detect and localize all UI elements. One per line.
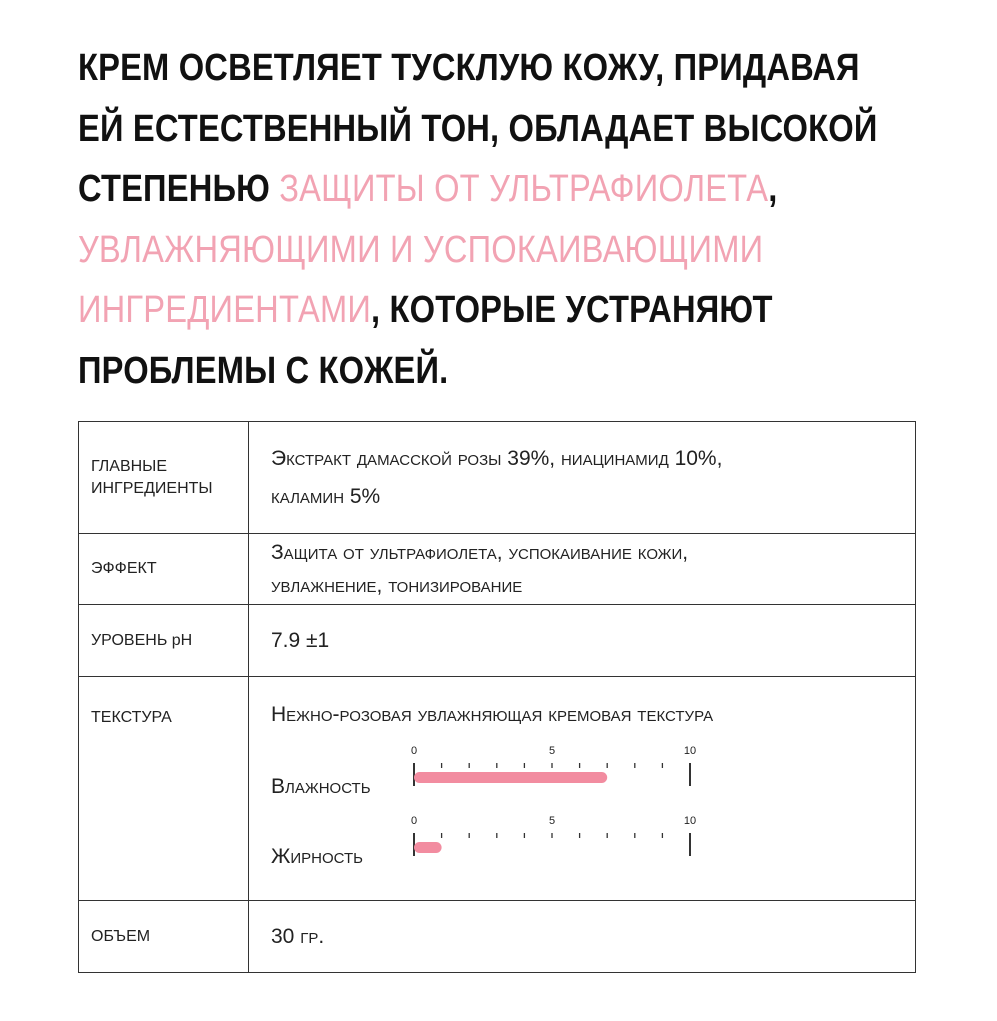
- headline-line-3: [78, 159, 835, 220]
- moisture-bar: [414, 772, 607, 783]
- table-row-volume: [79, 901, 916, 973]
- headline-line-2: ЕЙ ЕСТЕСТВЕННЫЙ ТОН, ОБЛАДАЕТ ВЫСОКОЙ: [78, 107, 878, 150]
- texture-description: Нежно-розовая увлажняющая кремовая текстура: [271, 703, 714, 726]
- oiliness-tick-label-mid: 5: [548, 815, 556, 827]
- table-row-ingredients: [79, 422, 916, 534]
- moisture-scale-graphic: [411, 741, 711, 803]
- texture-value: [249, 677, 916, 901]
- ph-value: 7.9 ±1: [249, 605, 916, 677]
- volume-value: 30 гр.: [249, 901, 916, 973]
- headline-highlight-uv: ЗАЩИТЫ ОТ УЛЬТРАФИОЛЕТА: [279, 168, 769, 210]
- ph-key: УРОВЕНЬ pH: [79, 605, 249, 677]
- ingredients-key: [79, 422, 249, 534]
- headline-comma: ,: [768, 168, 778, 210]
- effect-value: [249, 534, 916, 605]
- ingredients-key-line-2: ИНГРЕДИЕНТЫ: [91, 479, 213, 497]
- oiliness-scale-graphic: [411, 811, 711, 873]
- ingredients-value-line-1: Экстракт дамасской розы 39%, ниацинамид 10%,: [271, 446, 723, 470]
- headline-line-6: ПРОБЛЕМЫ С КОЖЕЙ.: [78, 349, 449, 392]
- moisture-label: Влажность: [271, 775, 371, 798]
- texture-key: [79, 677, 249, 901]
- oiliness-tick-label-min: 0: [411, 815, 418, 827]
- ingredients-value: [249, 422, 916, 534]
- headline-text: СТЕПЕНЬЮ: [78, 168, 280, 210]
- headline-line-5: [78, 280, 835, 341]
- headline-highlight-ingredients: ИНГРЕДИЕНТАМИ: [78, 289, 372, 331]
- oiliness-scale: [271, 811, 915, 877]
- effect-key: ЭФФЕКТ: [79, 534, 249, 605]
- spec-table: [78, 421, 916, 973]
- headline: [78, 38, 878, 401]
- oiliness-label: Жирность: [271, 845, 364, 868]
- moisture-tick-label-max: 10: [683, 745, 697, 757]
- effect-value-line-2: увлажнение, тонизирование: [271, 574, 523, 597]
- table-row-texture: [79, 677, 916, 901]
- oiliness-tick-label-max: 10: [683, 815, 697, 827]
- effect-value-line-1: Защита от ультрафиолета, успокаивание кожи,: [271, 541, 689, 564]
- oiliness-bar: [414, 842, 442, 853]
- volume-key: ОБЪЕМ: [79, 901, 249, 973]
- table-row-ph: [79, 605, 916, 677]
- ingredients-value-line-2: каламин 5%: [271, 484, 381, 508]
- headline-line-1: КРЕМ ОСВЕТЛЯЕТ ТУСКЛУЮ КОЖУ, ПРИДАВАЯ: [78, 47, 860, 89]
- headline-text: , КОТОРЫЕ УСТРАНЯЮТ: [371, 289, 773, 331]
- moisture-tick-label-min: 0: [411, 745, 418, 757]
- headline-highlight-moisturizing: УВЛАЖНЯЮЩИМИ И УСПОКАИВАЮЩИМИ: [78, 228, 764, 271]
- moisture-tick-label-mid: 5: [548, 745, 556, 757]
- moisture-scale: [271, 741, 915, 807]
- ingredients-key-line-1: ГЛАВНЫЕ: [91, 457, 167, 475]
- table-row-effect: [79, 534, 916, 605]
- texture-key-label: ТЕКСТУРА: [91, 709, 172, 726]
